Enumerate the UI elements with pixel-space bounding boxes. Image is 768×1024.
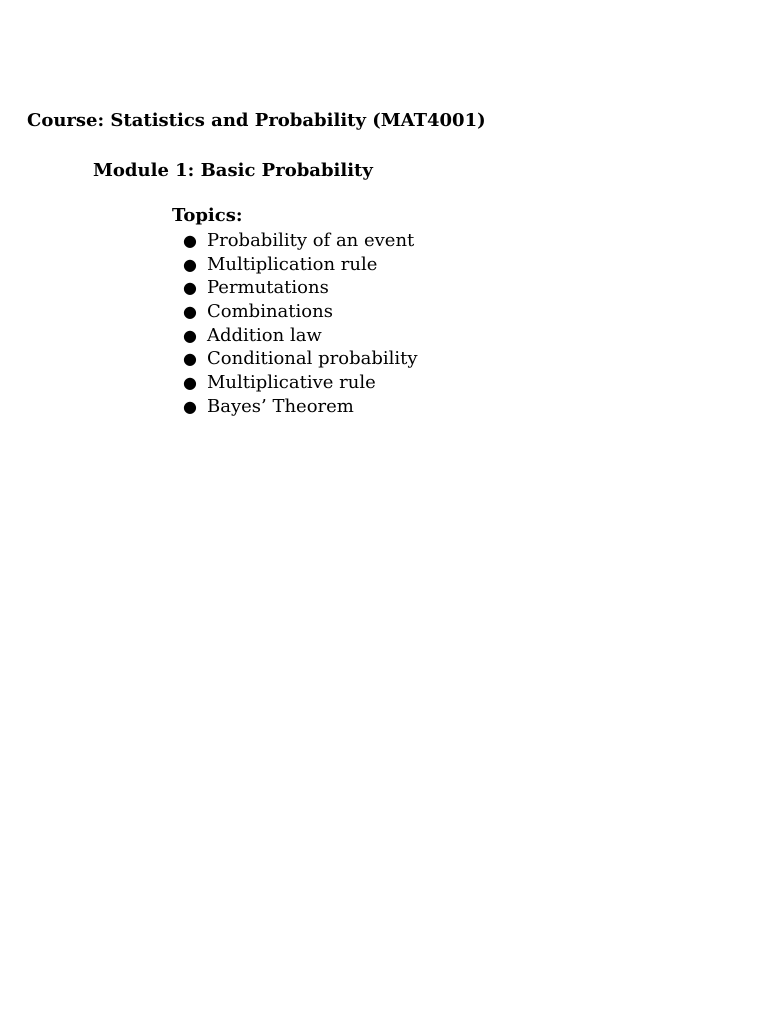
topic-item (183, 395, 418, 419)
bullet-icon: ● (183, 396, 197, 416)
bullet-icon: ● (183, 302, 197, 322)
topic-item (183, 347, 418, 371)
topic-item (183, 253, 418, 277)
topic-list (183, 229, 418, 419)
bullet-icon: ● (183, 254, 197, 274)
bullet-icon: ● (183, 349, 197, 369)
bullet-icon: ● (183, 278, 197, 298)
topic-item (183, 371, 418, 395)
topic-label: Conditional probability (207, 348, 418, 370)
course-title: Course: Statistics and Probability (MAT4001) (27, 110, 486, 131)
topic-label: Multiplicative rule (207, 372, 376, 394)
bullet-icon: ● (183, 325, 197, 345)
topic-label: Probability of an event (207, 230, 415, 251)
topic-label: Multiplication rule (207, 253, 378, 275)
topic-label: Addition law (207, 324, 322, 346)
module-title: Module 1: Basic Probability (93, 160, 373, 181)
topics-heading: Topics: (172, 205, 243, 226)
topic-item (183, 300, 418, 324)
topic-item (183, 229, 418, 253)
topic-label: Combinations (207, 301, 333, 323)
topic-label: Bayes’ Theorem (207, 395, 354, 417)
topic-label: Permutations (207, 277, 329, 299)
bullet-icon: ● (183, 231, 197, 250)
topic-item (183, 324, 418, 348)
bullet-icon: ● (183, 373, 197, 393)
topic-item (183, 276, 418, 300)
